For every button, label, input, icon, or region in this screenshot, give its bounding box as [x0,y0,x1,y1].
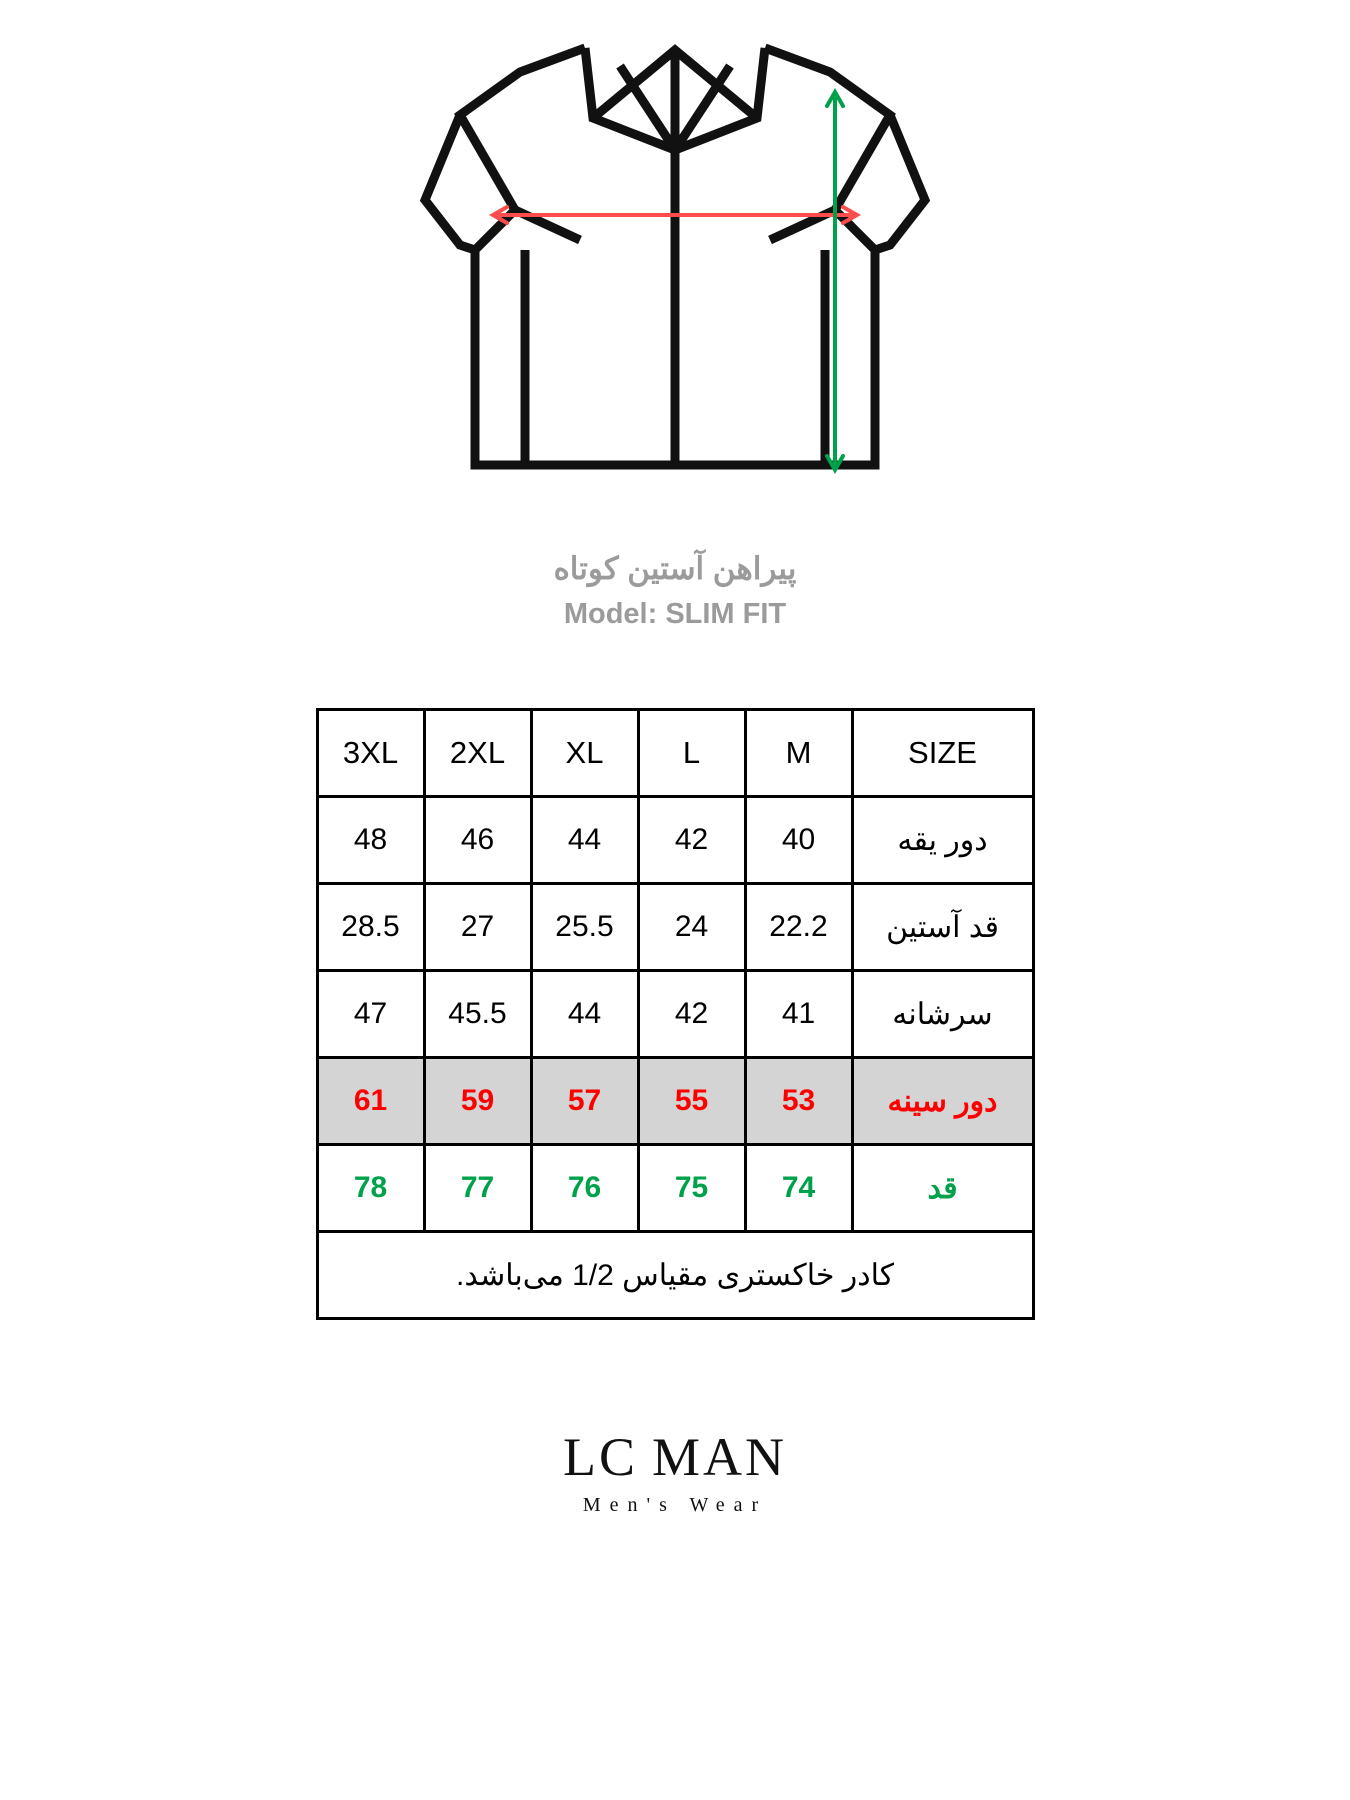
header-cell-2xl: 2XL [424,710,531,797]
header-cell-3xl: 3XL [317,710,424,797]
shoulder-2xl: 45.5 [424,971,531,1058]
chest-3xl: 61 [317,1058,424,1145]
brand-footer [562,1427,788,1517]
chest-m: 53 [745,1058,852,1145]
length-2xl: 77 [424,1145,531,1232]
table-header-row [317,710,1033,797]
product-name-fa: پیراهن آستین کوتاه [553,551,797,586]
chest-xl: 57 [531,1058,638,1145]
shoulder-xl: 44 [531,971,638,1058]
sleeve-l: 24 [638,884,745,971]
collar-3xl: 48 [317,797,424,884]
table-row [317,971,1033,1058]
table-note: کادر خاکستری مقیاس 1/2 می‌باشد. [317,1232,1033,1319]
sleeve-xl: 25.5 [531,884,638,971]
brand-part-man: MAN [652,1427,788,1487]
length-m: 74 [745,1145,852,1232]
row-label-chest: دور سینه [852,1058,1033,1145]
product-model: Model: SLIM FIT [563,597,787,630]
header-cell-size: SIZE [852,710,1033,797]
product-caption [554,546,797,636]
chest-2xl: 59 [424,1058,531,1145]
brand-part-lc: LC [562,1427,638,1487]
row-label-collar: دور یقه [852,797,1033,884]
shoulder-3xl: 47 [317,971,424,1058]
table-row-length [317,1145,1033,1232]
table-note-row [317,1232,1033,1319]
chest-l: 55 [638,1058,745,1145]
sleeve-2xl: 27 [424,884,531,971]
brand-tagline: Men's Wear [582,1494,768,1516]
header-cell-m: M [745,710,852,797]
size-table-wrapper [316,708,1035,1320]
row-label-sleeve: قد آستین [852,884,1033,971]
table-row [317,884,1033,971]
size-table [316,708,1035,1320]
shirt-illustration [0,0,1350,540]
header-cell-xl: XL [531,710,638,797]
brand-logo [562,1427,788,1487]
shoulder-m: 41 [745,971,852,1058]
shoulder-l: 42 [638,971,745,1058]
length-3xl: 78 [317,1145,424,1232]
table-row-chest [317,1058,1033,1145]
row-label-shoulder: سرشانه [852,971,1033,1058]
collar-2xl: 46 [424,797,531,884]
collar-l: 42 [638,797,745,884]
sleeve-3xl: 28.5 [317,884,424,971]
header-cell-l: L [638,710,745,797]
collar-m: 40 [745,797,852,884]
table-row [317,797,1033,884]
sleeve-m: 22.2 [745,884,852,971]
row-label-length: قد [852,1145,1033,1232]
length-l: 75 [638,1145,745,1232]
collar-xl: 44 [531,797,638,884]
length-xl: 76 [531,1145,638,1232]
shirt-diagram-svg [365,0,985,520]
